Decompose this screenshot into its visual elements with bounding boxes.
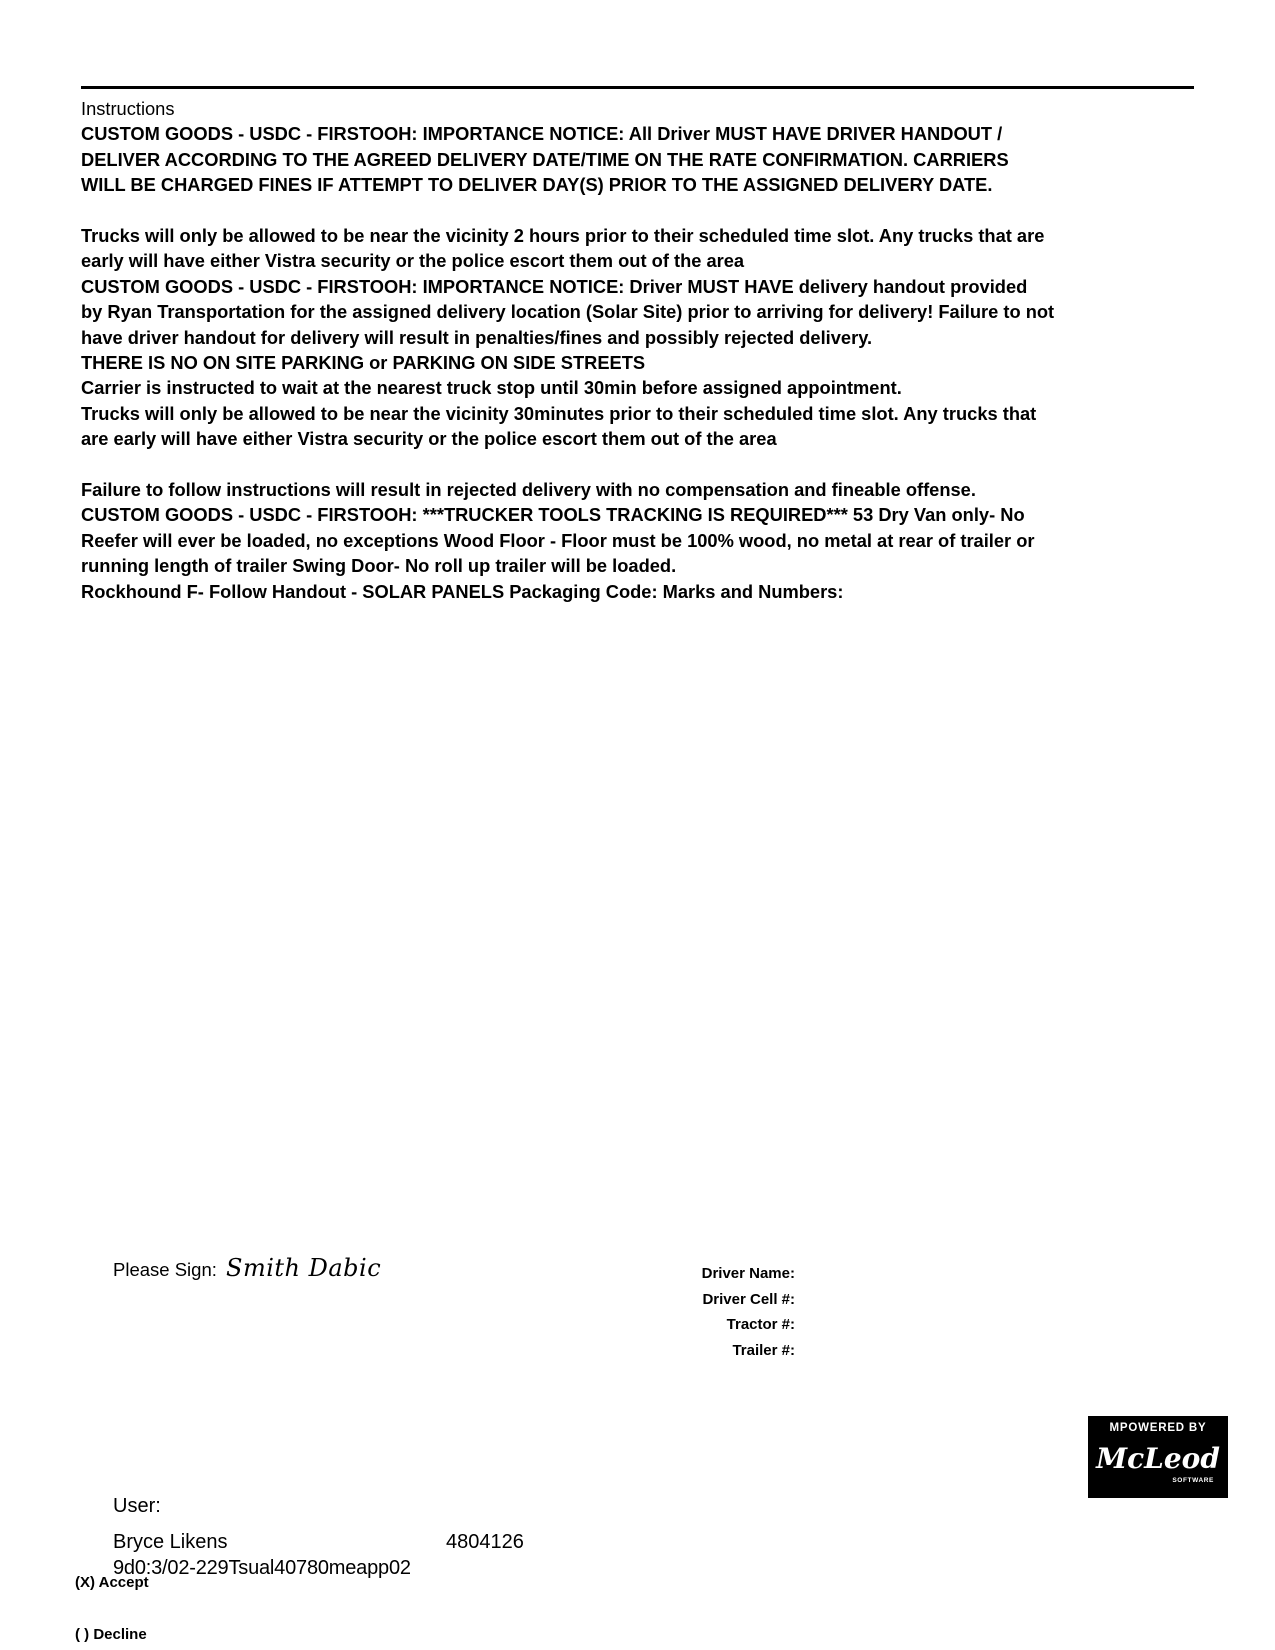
top-divider-rule [81,86,1194,89]
instruction-blank-line [81,452,1201,477]
instructions-section [81,96,1201,604]
instruction-line: early will have either Vistra security or the police escort them out of the area [81,250,745,272]
tractor-number-label: Tractor #: [726,1316,795,1333]
accept-option[interactable]: (X) Accept [75,1574,149,1591]
logo-software-text: SOFTWARE [1172,1477,1214,1484]
instruction-line: running length of trailer Swing Door- No roll up trailer will be loaded. [81,555,677,577]
instruction-line: DELIVER ACCORDING TO THE AGREED DELIVERY DATE/TIME ON THE RATE CONFIRMATION. CARRIERS [81,148,1009,170]
mcleod-software-logo [1088,1416,1228,1498]
instruction-line: CUSTOM GOODS - USDC - FIRSTOOH: IMPORTANCE NOTICE: Driver MUST HAVE delivery handout provided [81,275,1028,297]
instruction-line: CUSTOM GOODS - USDC - FIRSTOOH: IMPORTANCE NOTICE: All Driver MUST HAVE DRIVER HANDOUT / [81,123,1003,145]
signature-field[interactable]: Smith Dabic [226,1254,382,1282]
instruction-line: Reefer will ever be loaded, no exceptions Wood Floor - Floor must be 100% wood, no metal at rear of trailer or [81,529,1035,551]
instructions-body [81,121,1201,604]
system-stamp-line: 9d0:3/02-229Tsual40780meapp02 [113,1557,411,1579]
signature-area [113,1254,381,1282]
driver-name-label: Driver Name: [701,1265,795,1282]
driver-cell-label: Driver Cell #: [702,1290,795,1308]
instructions-heading: Instructions [81,98,175,119]
instruction-line: by Ryan Transportation for the assigned delivery location (Solar Site) prior to arriving for delivery! Failure to not [81,301,1055,323]
logo-brand-text: McLeod [1096,1442,1220,1475]
user-info [113,1493,524,1581]
driver-info-fields [660,1261,795,1363]
instruction-line: have driver handout for delivery will result in penalties/fines and possibly rejected delivery. [81,326,873,348]
instruction-line: are early will have either Vistra security or the police escort them out of the area [81,428,777,450]
instruction-line: CUSTOM GOODS - USDC - FIRSTOOH: ***TRUCKER TOOLS TRACKING IS REQUIRED*** 53 Dry Van only- No [81,504,1025,526]
logo-powered-by-text: MPOWERED BY [1109,1422,1207,1434]
user-label: User: [113,1495,161,1517]
instruction-line: Carrier is instructed to wait at the nearest truck stop until 30min before assigned appointment. [81,377,902,399]
instruction-line: Trucks will only be allowed to be near the vicinity 30minutes prior to their scheduled time slot. Any trucks that [81,402,1037,424]
instruction-line: Rockhound F- Follow Handout - SOLAR PANELS Packaging Code: Marks and Numbers: [81,580,844,602]
instruction-blank-line [81,198,1201,223]
instruction-line: Trucks will only be allowed to be near the vicinity 2 hours prior to their scheduled time slot. Any trucks that are [81,225,1045,247]
user-id: 4804126 [446,1531,524,1553]
instruction-line: WILL BE CHARGED FINES IF ATTEMPT TO DELIVER DAY(S) PRIOR TO THE ASSIGNED DELIVERY DATE. [81,174,993,196]
decline-option[interactable]: ( ) Decline [75,1626,147,1643]
trailer-number-label: Trailer #: [732,1341,795,1359]
instruction-line: Failure to follow instructions will result in rejected delivery with no compensation and fineable offense. [81,479,976,501]
user-name: Bryce Likens [113,1531,228,1553]
instruction-line: THERE IS NO ON SITE PARKING or PARKING ON SIDE STREETS [81,352,646,374]
please-sign-label: Please Sign: [113,1259,217,1280]
